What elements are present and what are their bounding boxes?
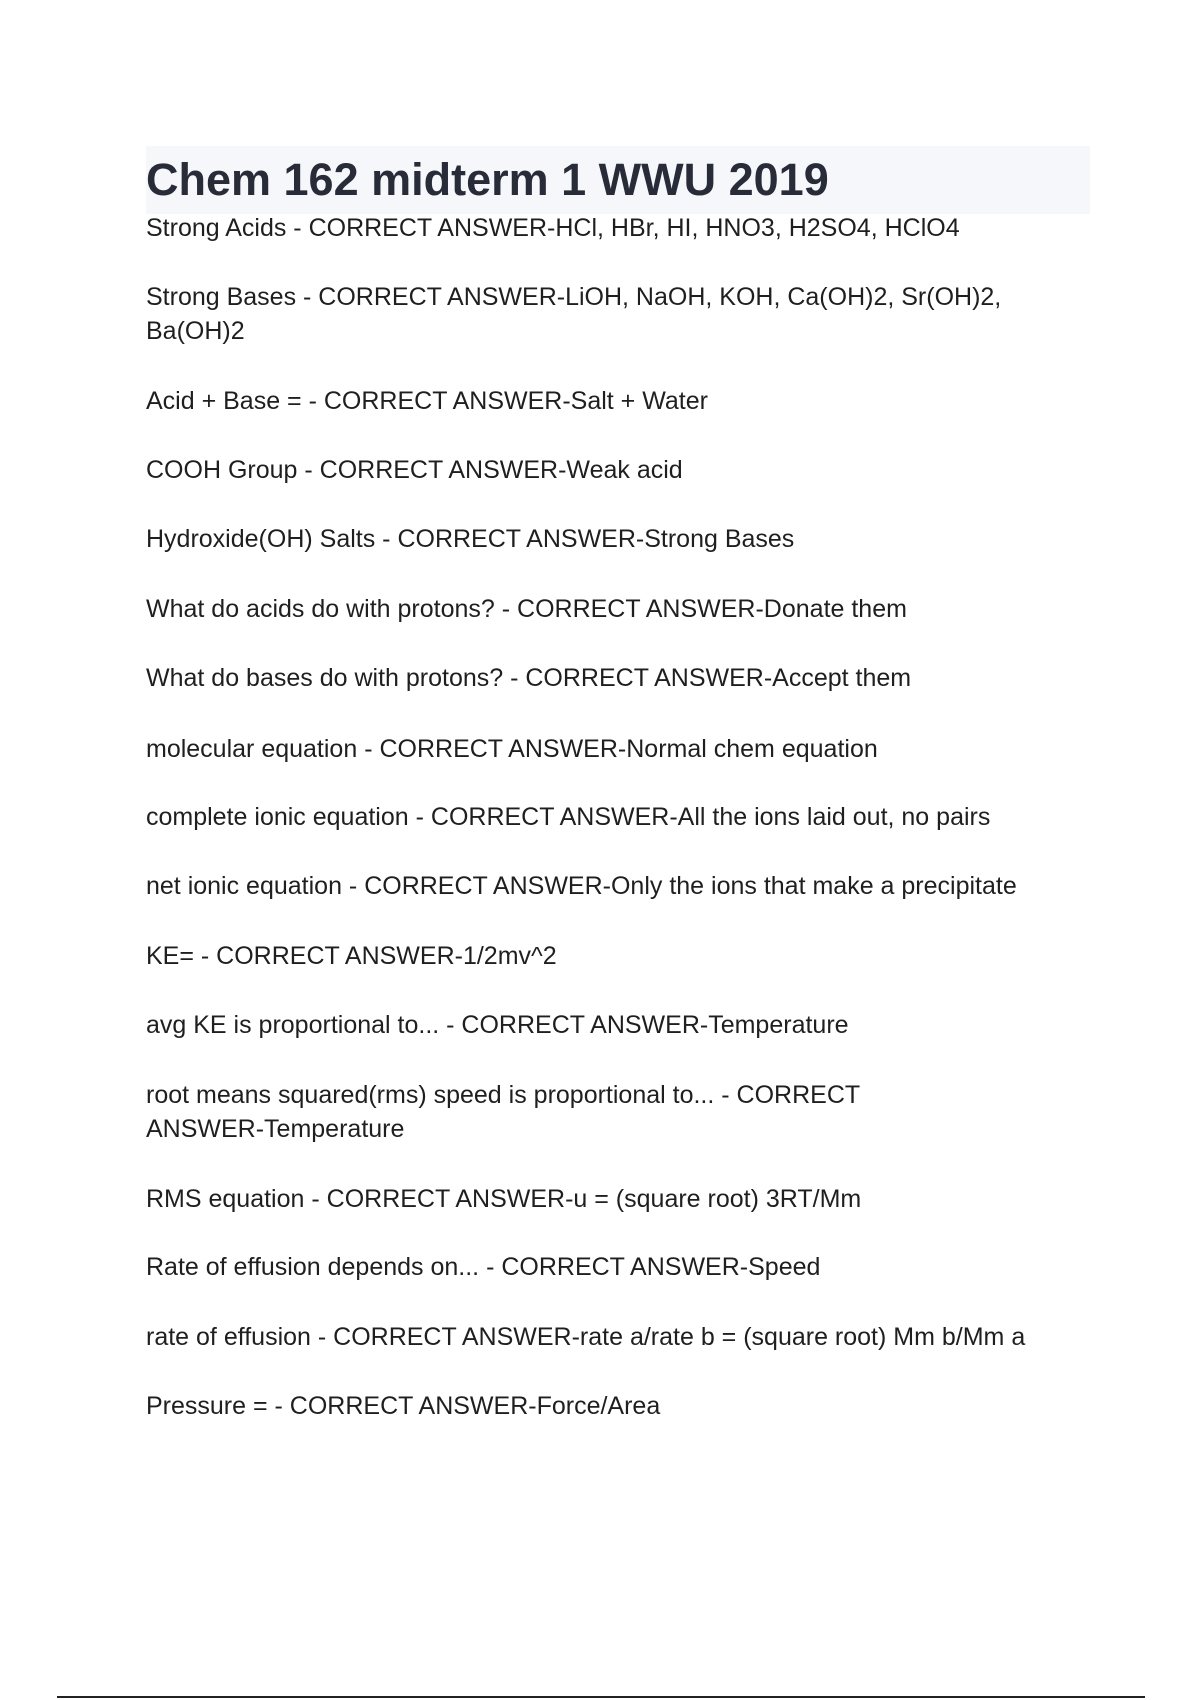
qa-entry-pressure: Pressure = - CORRECT ANSWER-Force/Area <box>146 1392 661 1420</box>
page-bottom-rule <box>57 1696 1145 1698</box>
qa-entry-strong-acids: Strong Acids - CORRECT ANSWER-HCl, HBr, HI, HNO3, H2SO4, HClO4 <box>146 214 960 242</box>
qa-entry-bases-protons: What do bases do with protons? - CORRECT ANSWER-Accept them <box>146 664 912 692</box>
qa-entry-rms-equation: RMS equation - CORRECT ANSWER-u = (square root) 3RT/Mm <box>146 1185 862 1213</box>
qa-entry-net-ionic-equation: net ionic equation - CORRECT ANSWER-Only the ions that make a precipitate <box>146 872 1017 900</box>
qa-entry-avg-ke: avg KE is proportional to... - CORRECT ANSWER-Temperature <box>146 1011 849 1039</box>
qa-entry-hydroxide-salts: Hydroxide(OH) Salts - CORRECT ANSWER-Strong Bases <box>146 525 795 553</box>
document-title: Chem 162 midterm 1 WWU 2019 <box>146 154 829 205</box>
qa-entry-ke: KE= - CORRECT ANSWER-1/2mv^2 <box>146 942 557 970</box>
qa-entry-strong-bases: Strong Bases - CORRECT ANSWER-LiOH, NaOH, KOH, Ca(OH)2, Sr(OH)2, Ba(OH)2 <box>146 283 1002 345</box>
qa-entry-rate-of-effusion: rate of effusion - CORRECT ANSWER-rate a/rate b = (square root) Mm b/Mm a <box>146 1323 1026 1351</box>
qa-entry-molecular-equation: molecular equation - CORRECT ANSWER-Normal chem equation <box>146 735 878 763</box>
qa-entry-acid-plus-base: Acid + Base = - CORRECT ANSWER-Salt + Water <box>146 387 708 415</box>
qa-entry-effusion-depends: Rate of effusion depends on... - CORRECT ANSWER-Speed <box>146 1253 821 1281</box>
qa-entry-cooh-group: COOH Group - CORRECT ANSWER-Weak acid <box>146 456 683 484</box>
qa-entry-rms-speed: root means squared(rms) speed is proportional to... - CORRECT ANSWER-Temperature <box>146 1081 860 1143</box>
qa-entry-acids-protons: What do acids do with protons? - CORRECT ANSWER-Donate them <box>146 595 907 623</box>
qa-entry-complete-ionic-equation: complete ionic equation - CORRECT ANSWER-All the ions laid out, no pairs <box>146 803 991 831</box>
